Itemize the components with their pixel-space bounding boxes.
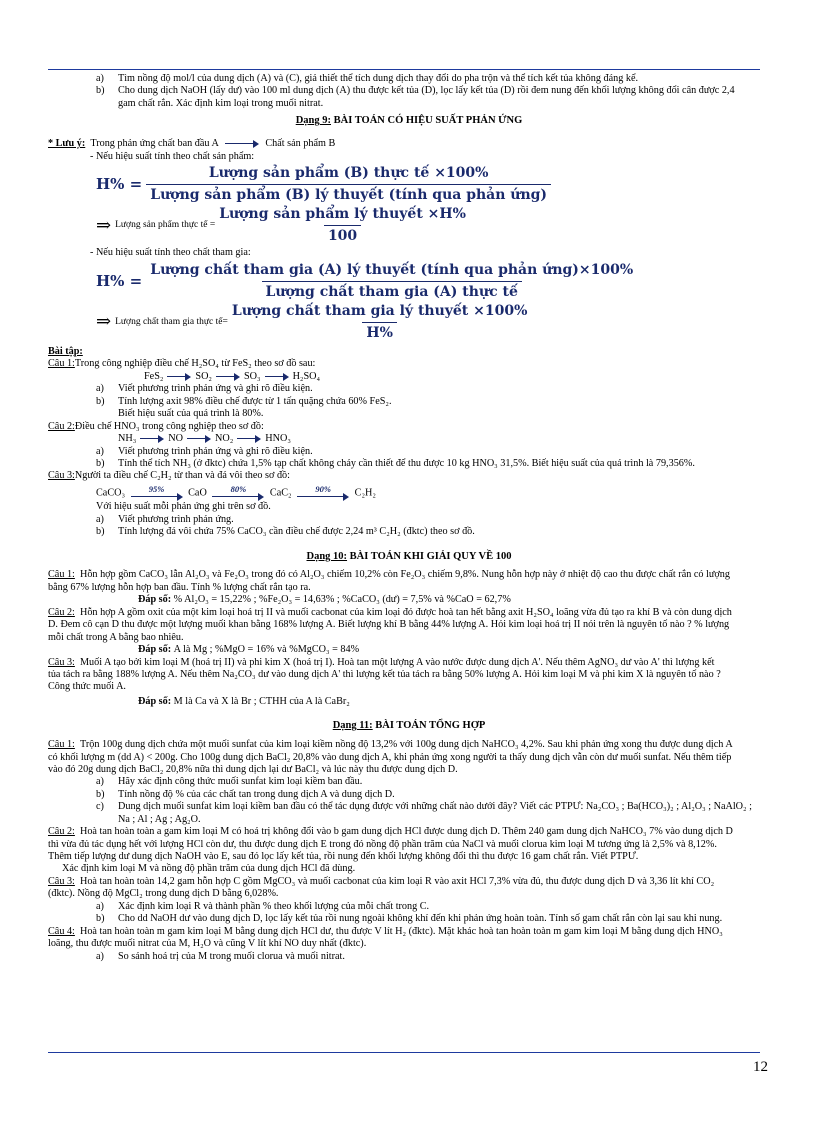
footer-rule [48, 1052, 760, 1053]
s11-q2-cont3: Xác định kim loại M và nồng độ phần trăm của dung dịch HCl đã dùng. [62, 863, 356, 875]
s11-q1: Câu 1: Trộn 100g dung dịch chứa một muối sunfat của kim loại kiềm nồng độ 13,2% với 100g dung dịch NaHCO₃ 4,2%. Sau khi phản ứng xong thu được dung dịch A [48, 739, 733, 751]
right-arrow-icon [167, 372, 191, 382]
yield-arrow: 95% [131, 485, 183, 502]
right-arrow-icon [297, 493, 349, 501]
s11-q1-c: c) Dung dịch muối sunfat kim loại kiềm ban đầu có thể tác dụng được với những chất nào dưới đây? Viết các PTPƯ: Na₂CO₃ ; Ba(HCO₃)₂ ; Al₂O₃ ; NaAlO₂ ; [96, 801, 752, 813]
s9-q3-b: b) Tính lượng đá vôi chứa 75% CaCO₃ cần điều chế được 2,24 m³ C₂H₂ (đktc) theo sơ đồ. [96, 526, 475, 538]
s9-q2-b: b) Tính thể tích NH₃ (ở đktc) chứa 1,5% tạp chất không cháy cần thiết để thu được 10 kg HNO₃ 31,5%. Biết hiệu suất của quá trình là 79,356%. [96, 457, 695, 469]
s10-q2-cont: D. Đem cô cạn D thu được một lượng muối khan bằng 168% lượng A. Biết lượng khí B bằng 44% lượng A. Hỏi kim loại hoá trị II nói trên là nguyên tố nào ? % lượng [48, 619, 730, 631]
s9-q2-chain: NH₃ NO NO₂ HNO₃ [118, 433, 291, 445]
s10-q3-answer: Đáp số: M là Ca và X là Br ; CTHH của A là CaBr₂ [138, 695, 350, 707]
s10-q3-cont2: Công thức muối A. [48, 681, 126, 693]
s9-q2: Câu 2:Điều chế HNO₃ trong công nghiệp theo sơ đồ: [48, 420, 264, 432]
s11-q1-cont2: vào đó 20g dung dịch BaCl₂ 20,8% nữa thì dung dịch lại dư BaCl₂ và lúc này thu được dung dịch D. [48, 763, 458, 775]
product-line: - Nếu hiệu suất tính theo chất sản phẩm: [90, 150, 255, 162]
right-arrow-icon [237, 434, 261, 444]
s11-q3-b: b) Cho dd NaOH dư vào dung dịch D, lọc lấy kết tủa rồi nung ngoài không khí đến khi phản ứng hoàn toàn. Tính số gam chất rắn còn lại sau khi nung. [96, 913, 723, 925]
s9-q1: Câu 1:Trong công nghiệp điều chế H₂SO₄ từ FeS₂ theo sơ đồ sau: [48, 358, 316, 370]
implies-arrow-icon: ⇒ [96, 311, 112, 332]
s11-q3-cont: (đktc). Nồng độ MgCl₂ trong dung dịch D bằng 6,028%. [48, 888, 279, 900]
s9-q3-chain: CaCO₃ 95% CaO 80% CaC₂ 90% C₂H₂ [48, 485, 770, 502]
s9-q2-a: a) Viết phương trình phản ứng và ghi rõ điều kiện. [96, 445, 313, 457]
exercises-heading: Bài tập: [48, 346, 83, 358]
s11-q2-cont2: Thêm tiếp lượng dư dung dịch NaOH vào E, sau đó lọc lấy kết tủa, rồi nung đến khối lượng không đổi thì thu được 16 gam chất rắn. Viết PTPƯ. [48, 851, 639, 863]
right-arrow-icon [212, 493, 264, 501]
section9-title: Dạng 9: BÀI TOÁN CÓ HIỆU SUẤT PHẢN ỨNG [295, 115, 523, 127]
item-b: b) Cho dung dịch NaOH (lấy dư) vào 100 ml dung dịch (A) thu được kết tủa (D), lọc lấy kết tủa (D) rồi đem nung đến khối lượng không đổi cân được 2,4 [96, 85, 735, 97]
s10-q1: Câu 1: Hỗn hợp gồm CaCO₃ lẫn Al₂O₃ và Fe₂O₃ trong đó có Al₂O₃ chiếm 10,2% còn Fe₂O₃ chiếm 9,8%. Nung hỗn hợp này ở nhiệt độ cao thu được chất rắn có lượng [48, 569, 730, 581]
s11-q4-cont: loãng, thu được muối nitrat của M, H₂O và cũng V lít khí NO duy nhất (đktc). [48, 938, 367, 950]
section11-title: Dạng 11: BÀI TOÁN TỔNG HỢP [332, 720, 486, 732]
yield-arrow: 80% [212, 485, 264, 502]
s9-q1-chain: FeS₂ SO₂ SO₃ H₂SO₄ [144, 370, 321, 382]
right-arrow-icon [265, 372, 289, 382]
s10-q2-cont2: mỗi chất trong A bằng bao nhiêu. [48, 631, 184, 643]
s11-q2-cont: thì vừa đủ tác dụng hết với lượng HCl còn dư, thu được dung dịch E trong đó nồng độ phần trăm của NaCl và muối clorua kim loại M tương ứng là 2,5% và 8,12%. [48, 838, 717, 850]
right-arrow-icon [140, 434, 164, 444]
item-b-cont: gam chất rắn. Xác định kim loại trong muối nitrat. [118, 97, 324, 109]
formula-2: ⇒ Lượng sản phẩm thực tế = $\frac{\text{Lượng sản phẩm lý thuyết ×H\%}}{100}$ [96, 206, 466, 245]
reactant-line: - Nếu hiệu suất tính theo chất tham gia: [90, 247, 251, 259]
s9-q1-b: b) Tính lượng axit 98% điều chế được từ 1 tấn quặng chứa 60% FeS₂. [96, 395, 392, 407]
s11-q1-cont: có khối lượng m (dd A) < 200g. Cho 100g dung dịch BaCl₂ 20,8% vào dung dịch A, khi phản ứng xong người ta thấy dung dịch vẫn còn dư muối sunfat. Nếu thêm tiếp [48, 751, 732, 763]
s9-q3-note: Với hiệu suất mỗi phản ứng ghi trên sơ đồ. [96, 501, 271, 513]
s10-q1-answer: Đáp số: % Al₂O₃ = 15,22% ; %Fe₂O₃ = 14,63% ; %CaCO₃ (dư) = 7,5% và %CaO = 62,7% [138, 594, 511, 606]
s11-q1-c2: Na ; Al ; Ag ; Ag₂O. [118, 813, 201, 825]
formula-3: H% = $\frac{\text{Lượng chất tham gia (A) lý thuyết (tính qua phản ứng)×100\%}}{\text{Lượng chất tham gia (A) thực tế}}$ [96, 261, 634, 300]
right-arrow-icon [131, 493, 183, 501]
s10-q2-answer: Đáp số: A là Mg ; %MgO = 16% và %MgCO₃ = 84% [138, 644, 360, 656]
yield-arrow: 90% [297, 485, 349, 502]
header-rule [48, 69, 760, 70]
right-arrow-icon [216, 372, 240, 382]
formula-4: ⇒ Lượng chất tham gia thực tế= $\frac{\text{Lượng chất tham gia lý thuyết ×100\%}}{H\%}$ [96, 302, 528, 341]
s11-q4-a: a) So sánh hoá trị của M trong muối clorua và muối nitrat. [96, 950, 345, 962]
s11-q1-a: a) Hãy xác định công thức muối sunfat kim loại kiềm ban đầu. [96, 776, 363, 788]
s10-q3-cont: tủa tách ra bằng 188% lượng A. Nếu thêm Na₂CO₃ dư vào dung dịch A' thì lượng kết tủa tách ra bằng 50% lượng A. Hỏi kim loại M và phi kim X là nguyên tố nào ? [48, 668, 721, 680]
s11-q3-a: a) Xác định kim loại R và thành phần % theo khối lượng của mỗi chất trong C. [96, 900, 430, 912]
s11-q4: Câu 4: Hoà tan hoàn toàn m gam kim loại M bằng dung dịch HCl dư, thu được V lít H₂ (đktc). Mặt khác hoà tan hoàn toàn m gam kim loại M bằng dung dịch HNO₃ [48, 925, 723, 937]
item-a: a) Tìm nồng độ mol/l của dung dịch (A) và (C), giả thiết thể tích dung dịch thay đổi do pha trộn và thể tích kết tủa không đáng kể. [96, 73, 639, 84]
s10-q2: Câu 2: Hỗn hợp A gồm oxit của một kim loại hoá trị II và muối cacbonat của kim loại đó được hoà tan hết bằng axit H₂SO₄ loãng vừa đủ tạo ra khí B và còn dung dịch [48, 606, 732, 618]
s10-q3: Câu 3: Muối A tạo bởi kim loại M (hoá trị II) và phi kim X (hoá trị I). Hoà tan một lượng A vào nước được dung dịch A'. Nếu thêm AgNO₃ dư vào A' thì lượng kết [48, 656, 715, 668]
s11-q3: Câu 3: Hoà tan hoàn toàn 14,2 gam hỗn hợp C gồm MgCO₃ và muối cacbonat của kim loại R vào axit HCl 7,3% vừa đủ, thu được dung dịch D và 3,36 lít khí CO₂ [48, 875, 715, 887]
note-line: * Lưu ý: Trong phản ứng chất ban đầu A Chất sản phẩm B [48, 138, 336, 150]
s11-q1-b: b) Tính nồng độ % của các chất tan trong dung dịch A và dung dịch D. [96, 788, 395, 800]
s9-q1-a: a) Viết phương trình phản ứng và ghi rõ điều kiện. [96, 383, 313, 395]
s10-q1-cont: bằng 67% lượng hỗn hợp ban đầu. Tính % lượng chất rắn tạo ra. [48, 581, 311, 593]
section10-title: Dạng 10: BÀI TOÁN KHI GIẢI QUY VỀ 100 [306, 550, 512, 562]
right-arrow-icon [225, 139, 259, 149]
s11-q2: Câu 2: Hoà tan hoàn toàn a gam kim loại M có hoá trị không đổi vào b gam dung dịch HCl được dung dịch D. Thêm 240 gam dung dịch NaHCO₃ 7% vào dung dịch D [48, 826, 733, 838]
implies-arrow-icon: ⇒ [96, 214, 112, 235]
formula-1: H% = $\frac{\text{Lượng sản phẩm (B) thực tế ×100\%}}{\text{Lượng sản phẩm (B) lý thuyết (tính qua phản ứng)}}$ [48, 165, 770, 204]
s9-q1-b2: Biết hiệu suất của quá trình là 80%. [118, 408, 264, 420]
page-content [48, 73, 770, 963]
right-arrow-icon [187, 434, 211, 444]
page-number: 12 [753, 1059, 768, 1075]
s9-q3: Câu 3:Người ta điều chế C₂H₂ từ than và đá vôi theo sơ đồ: [48, 470, 290, 482]
s9-q3-a: a) Viết phương trình phản ứng. [96, 513, 234, 525]
